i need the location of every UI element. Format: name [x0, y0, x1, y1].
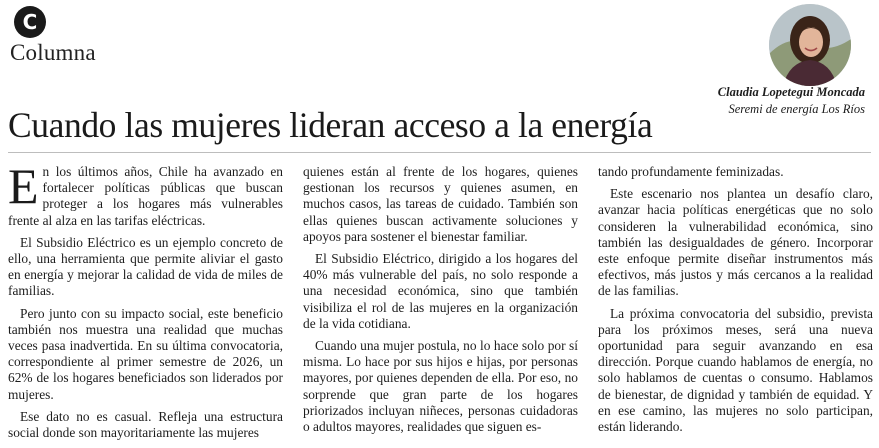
- author-portrait-graphic: [769, 4, 851, 86]
- author-role: Seremi de energía Los Ríos: [728, 102, 865, 116]
- paragraph: quienes están al frente de los hogares, quienes gestionan los recursos y quienes asumen, en muchos casos, las tareas de cuidado. También son ellas quienes buscan activamente soluciones y apoyos para sostener el bienestar familiar.: [303, 164, 578, 244]
- article-column-3: [598, 164, 873, 448]
- author-name: Claudia Lopetegui Moncada: [717, 85, 865, 99]
- article-title: Cuando las mujeres lideran acceso a la energía: [8, 105, 653, 145]
- title-divider: [8, 152, 871, 153]
- paragraph: Ese dato no es casual. Refleja una estructura social donde son mayoritariamente las mujeres: [8, 408, 283, 441]
- paragraph: El Subsidio Eléctrico es un ejemplo concreto de ello, una herramienta que permite aliviar el gasto en energía y mejorar la calidad de vida de miles de familias.: [8, 234, 283, 299]
- dropcap: E: [8, 164, 39, 214]
- paragraph: Cuando una mujer postula, no lo hace solo por sí misma. Lo hace por sus hijos e hijas, por personas mayores, por quienes dependen de ella. Por eso, no sorprende que gran parte de los hogares priorizados incluyan niñeces, personas cuidadoras o adultos mayores, realidades que siguen es-: [303, 338, 578, 435]
- section-label: Columna: [10, 40, 96, 65]
- author-portrait-icon: [769, 4, 851, 86]
- paragraph: tando profundamente feminizadas.: [598, 164, 784, 179]
- article-column-2: [303, 164, 578, 448]
- section-badge-letter: C: [22, 10, 38, 34]
- section-badge: [14, 6, 46, 38]
- paragraph: [8, 164, 283, 229]
- paragraph: El Subsidio Eléctrico, dirigido a los hogares del 40% más vulnerable del país, no solo responde a una necesidad económica, sino que también visibiliza el rol de las mujeres en la organización de la vida cotidiana.: [303, 251, 578, 331]
- paragraph: Pero junto con su impacto social, este beneficio también nos muestra una realidad que muchas veces pasa inadvertida. En su última convocatoria, correspondiente al primer semestre de 2026, un 62% de los hogares beneficiados son liderados por mujeres.: [8, 305, 283, 402]
- paragraph: Este escenario nos plantea un desafío claro, avanzar hacia políticas energéticas que no solo consideren la vulnerabilidad económica, sino también las desigualdades de género. Incorporar este enfoque permite diseñar instrumentos más efectivos, más justos y más cercanos a la realidad de las familias.: [598, 186, 873, 299]
- paragraph-text: n los últimos años, Chile ha avanzado en fortalecer políticas públicas que buscan proteger a los hogares más vulnerables frente al alza en las tarifas eléctricas.: [8, 164, 283, 228]
- paragraph: La próxima convocatoria del subsidio, prevista para los próximos meses, será una nueva oportunidad para seguir avanzando en esa dirección. Porque cuando hablamos de energía, no solo hablamos de cuentas o consumo. Hablamos de bienestar, de dignidad y también de equidad. Y en ese camino, las mujeres no solo participan, están liderando.: [598, 305, 873, 435]
- article-column-1: [8, 164, 283, 448]
